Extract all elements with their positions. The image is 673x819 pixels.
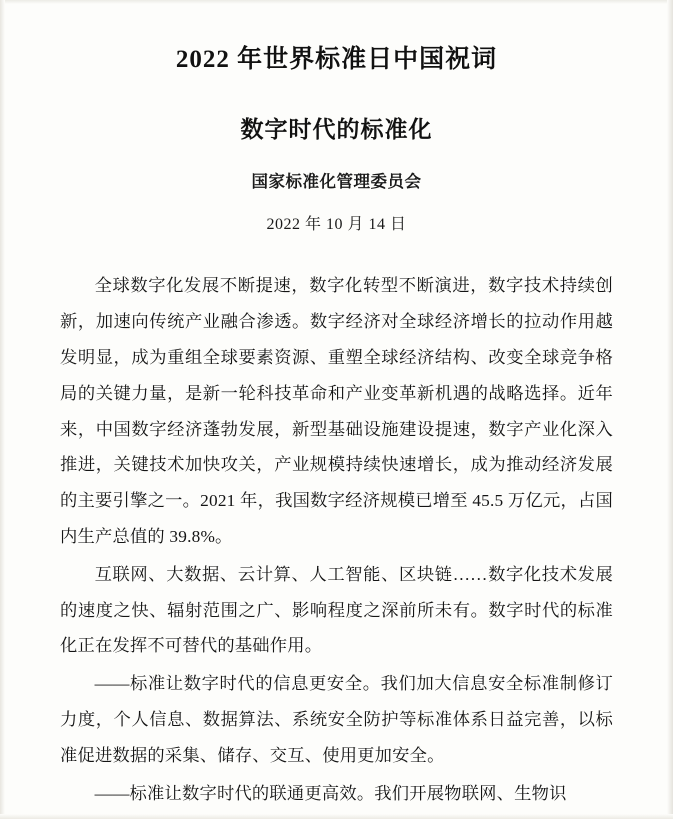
issuing-organization: 国家标准化管理委员会 xyxy=(251,172,422,192)
page-edge-bottom xyxy=(0,814,673,819)
document-date: 2022 年 10 月 14 日 xyxy=(266,216,407,234)
page-edge-left xyxy=(0,0,5,819)
page-edge-top xyxy=(0,0,673,4)
document-subtitle: 数字时代的标准化 xyxy=(240,116,433,142)
paragraph: 互联网、大数据、云计算、人工智能、区块链……数字化技术发展的速度之快、辐射范围之广、影响程度之深前所未有。数字时代的标准化正在发挥不可替代的基础作用。 xyxy=(60,564,613,656)
page-edge-right xyxy=(667,0,673,819)
document-title: 2022 年世界标准日中国祝词 xyxy=(175,46,498,73)
paragraph: 全球数字化发展不断提速，数字化转型不断演进，数字技术持续创新，加速向传统产业融合渗透。数字经济对全球经济增长的拉动作用越发明显，成为重组全球要素资源、重塑全球经济结构、改变全球竞争格局的关键力量，是新一轮科技革命和产业变革新机遇的战略选择。近年来，中国数字经济蓬勃发展，新型基础设施建设提速，数字产业化深入推进，关键技术加快攻关，产业规模持续快速增长，成为推动经济发展的主要引擎之一。2021 年，我国数字经济规模已增至 45.5 万亿元，占国内生产总值的 39.8%。 xyxy=(60,276,613,546)
paragraph: ——标准让数字时代的信息更安全。我们加大信息安全标准制修订力度，个人信息、数据算法、系统安全防护等标准体系日益完善，以标准促进数据的采集、储存、交互、使用更加安全。 xyxy=(60,674,613,765)
document-body xyxy=(60,268,613,811)
paragraph: ——标准让数字时代的联通更高效。我们开展物联网、生物识 xyxy=(94,783,567,803)
